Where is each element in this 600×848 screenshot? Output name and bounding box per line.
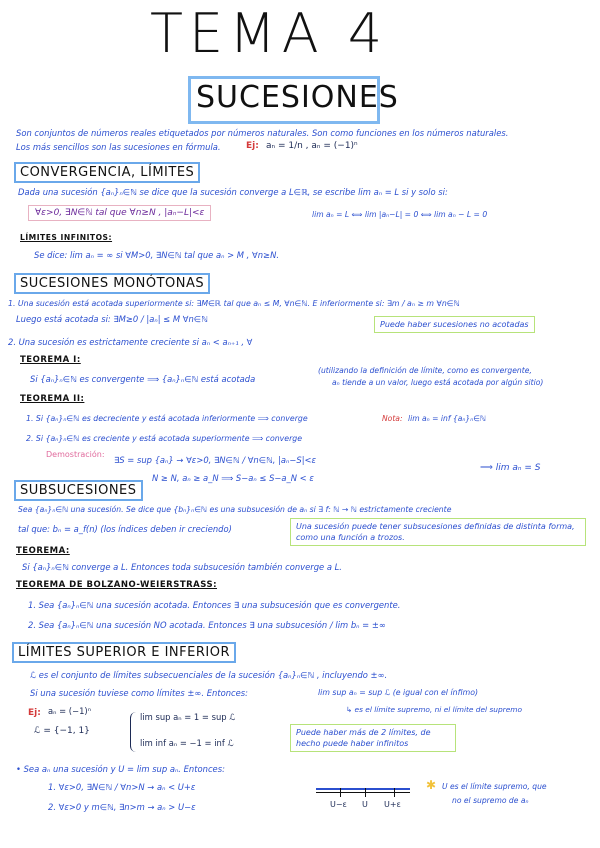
teorema-2-item-1: 1. Si {aₙ}ₙ∈ℕ es decreciente y está acotada inferiormente ⟹ converge bbox=[26, 414, 308, 423]
ej-brace bbox=[130, 712, 137, 752]
page-title: TEMA 4 bbox=[150, 2, 389, 65]
heading-limites-superior: LÍMITES SUPERIOR E INFERIOR bbox=[12, 642, 236, 663]
subsucesiones-p1b: tal que: bₙ = a_f(n) (los índices deben ir creciendo) bbox=[18, 524, 232, 534]
teorema-subsucesion-text: Si {aₙ}ₙ∈ℕ converge a L. Entonces toda subsucesión también converge a L. bbox=[22, 562, 342, 572]
limites-sup-p2-right-2: ↳ es el límite supremo, ni el límite del supremo bbox=[346, 705, 522, 714]
tick-u-minus bbox=[340, 788, 341, 797]
axis-label-right: U+ε bbox=[384, 800, 401, 809]
heading-convergencia: CONVERGENCIA, LÍMITES bbox=[14, 162, 200, 183]
ej-sequence: aₙ = (−1)ⁿ bbox=[48, 706, 92, 716]
heading-monotonas: SUCESIONES MONÓTONAS bbox=[14, 273, 210, 294]
number-line-axis bbox=[316, 792, 410, 793]
condition-2: 2. ∀ε>0 y m∈ℕ, ∃n>m → aₙ > U−ε bbox=[48, 802, 196, 812]
ej-label: Ej: bbox=[28, 708, 41, 718]
bolzano-label: TEOREMA DE BOLZANO-WEIERSTRASS: bbox=[16, 580, 218, 590]
limites-sup-p2-right: lim sup aₙ = sup ℒ (e igual con el ínfimo) bbox=[318, 688, 479, 697]
teorema-1-note-a: (utilizando la definición de límite, como es convergente, bbox=[318, 366, 532, 375]
bolzano-item-2: 2. Sea {aₙ}ₙ∈ℕ una sucesión NO acotada. Entonces ∃ una subsucesión / lim bₙ = ±∞ bbox=[28, 620, 386, 630]
teorema-2-label: TEOREMA II: bbox=[20, 394, 85, 404]
star-icon: ✱ bbox=[426, 778, 437, 792]
heading-subsucesiones: SUBSUCESIONES bbox=[14, 480, 143, 501]
demostracion-line-1: ∃S = sup {aₙ} → ∀ε>0, ∃N∈ℕ / ∀n∈ℕ, |aₙ−S|<ε bbox=[114, 455, 317, 465]
intro-line-1: Son conjuntos de números reales etiquetados por números naturales. Son como funciones en los números naturales. bbox=[16, 128, 509, 138]
monotonas-p1: 1. Una sucesión está acotada superiormente si: ∃M∈ℝ tal que aₙ ≤ M, ∀n∈ℕ. E inferiormente si: ∃m / aₙ ≥ m ∀n∈ℕ bbox=[8, 299, 460, 308]
teorema-1-note-b: aₙ tiende a un valor, luego está acotada por algún sitio) bbox=[332, 378, 544, 387]
subsucesiones-note: Una sucesión puede tener subsucesiones definidas de distinta forma, como una función a trozos. bbox=[290, 518, 586, 546]
star-note-b: no el supremo de aₙ bbox=[452, 796, 529, 805]
teorema-2-item-2: 2. Si {aₙ}ₙ∈ℕ es creciente y está acotada superiormente ⟹ converge bbox=[26, 434, 303, 443]
tick-u bbox=[365, 788, 366, 797]
limites-infinitos-label: LÍMITES INFINITOS: bbox=[20, 233, 113, 242]
demostracion-result: ⟹ lim aₙ = S bbox=[480, 463, 541, 473]
ej-limsup: lim sup aₙ = 1 = sup ℒ bbox=[140, 712, 236, 722]
star-note-a: U es el límite supremo, que bbox=[442, 782, 547, 791]
limites-sup-p1: ℒ es el conjunto de límites subsecuenciales de la sucesión {aₙ}ₙ∈ℕ , incluyendo ±∞. bbox=[30, 670, 388, 680]
convergencia-def-box: ∀ε>0, ∃N∈ℕ tal que ∀n≥N , |aₙ−L|<ε bbox=[28, 205, 211, 221]
example-formulas: aₙ = 1/n , aₙ = (−1)ⁿ bbox=[266, 141, 358, 151]
ej-set: ℒ = {−1, 1} bbox=[34, 726, 90, 736]
teorema-2-nota: lim aₙ = inf {aₙ}ₙ∈ℕ bbox=[408, 414, 486, 423]
limites-sup-p2: Si una sucesión tuviese como límites ±∞. Entonces: bbox=[30, 688, 248, 698]
teorema-2-nota-label: Nota: bbox=[382, 414, 403, 423]
axis-label-mid: U bbox=[362, 800, 368, 809]
demostracion-label: Demostración: bbox=[46, 450, 105, 459]
axis-label-left: U−ε bbox=[330, 800, 347, 809]
condition-1: 1. ∀ε>0, ∃N∈ℕ / ∀n>N → aₙ < U+ε bbox=[48, 782, 196, 792]
page-subtitle: SUCESIONES bbox=[196, 80, 399, 115]
intro-line-2: Los más sencillos son las sucesiones en fórmula. bbox=[16, 142, 221, 152]
convergencia-equiv: lim aₙ = L ⟺ lim |aₙ−L| = 0 ⟺ lim aₙ − L = 0 bbox=[312, 210, 488, 219]
bolzano-item-1: 1. Sea {aₙ}ₙ∈ℕ una sucesión acotada. Entonces ∃ una subsucesión que es convergente. bbox=[28, 600, 401, 610]
teorema-1-label: TEOREMA I: bbox=[20, 355, 81, 365]
example-label: Ej: bbox=[246, 141, 259, 151]
teorema-subsucesion-label: TEOREMA: bbox=[16, 546, 70, 556]
convergencia-def: Dada una sucesión {aₙ}ₙ∈ℕ se dice que la sucesión converge a L∈ℝ, se escribe lim aₙ = L si y solo si: bbox=[18, 187, 448, 197]
subsucesiones-p1: Sea {aₙ}ₙ∈ℕ una sucesión. Se dice que {bₙ}ₙ∈ℕ es una subsucesión de aₙ si ∃ f: ℕ → ℕ estrictamente creciente bbox=[18, 505, 452, 514]
limites-sup-bullet: • Sea aₙ una sucesión y U = lim sup aₙ. Entonces: bbox=[16, 764, 225, 774]
limites-sup-note: Puede haber más de 2 límites, de hecho puede haber infinitos bbox=[290, 724, 456, 752]
teorema-1-text: Si {aₙ}ₙ∈ℕ es convergente ⟹ {aₙ}ₙ∈ℕ está acotada bbox=[30, 374, 256, 384]
monotonas-p1b: Luego está acotada si: ∃M≥0 / |aₙ| ≤ M ∀n∈ℕ bbox=[16, 314, 208, 324]
ej-liminf: lim inf aₙ = −1 = inf ℒ bbox=[140, 738, 234, 748]
monotonas-note: Puede haber sucesiones no acotadas bbox=[374, 316, 535, 333]
demostracion-line-2: N ≥ N, aₙ ≥ a_N ⟹ S−aₙ ≤ S−a_N < ε bbox=[152, 473, 314, 483]
limites-infinitos-text: Se dice: lim aₙ = ∞ si ∀M>0, ∃N∈ℕ tal que aₙ > M , ∀n≥N. bbox=[34, 250, 279, 260]
monotonas-p2: 2. Una sucesión es estrictamente creciente si aₙ < aₙ₊₁ , ∀ bbox=[8, 337, 253, 347]
tick-u-plus bbox=[394, 788, 395, 797]
number-line-upper bbox=[316, 788, 410, 790]
